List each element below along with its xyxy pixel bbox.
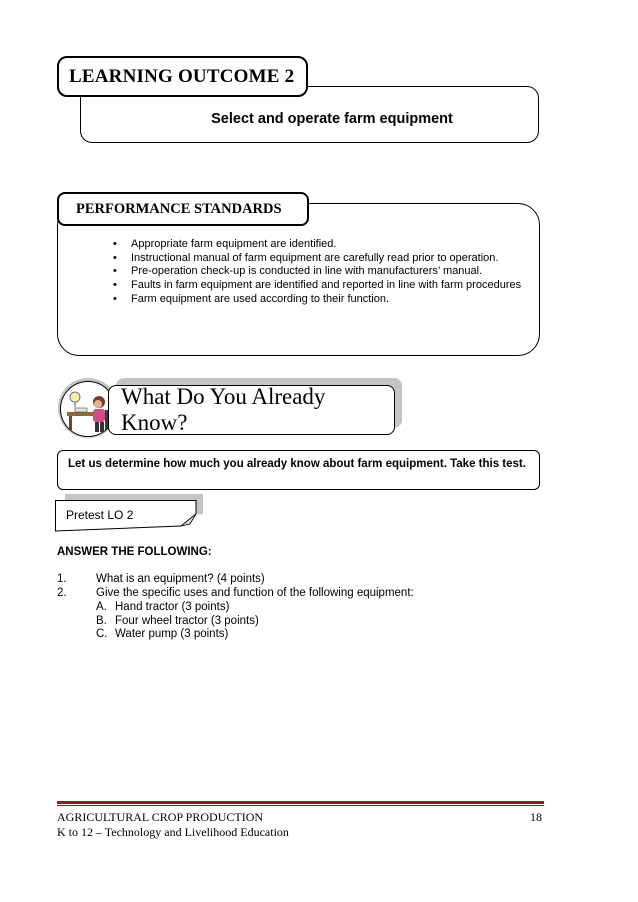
footer-program: K to 12 – Technology and Livelihood Education: [57, 825, 289, 839]
know-section-title: What Do You Already Know?: [108, 385, 395, 435]
question-number: 2.: [57, 587, 67, 599]
list-item: • Faults in farm equipment are identified and reported in line with farm procedures: [113, 279, 525, 293]
learning-outcome-subtitle: Select and operate farm equipment: [211, 111, 453, 127]
know-intro-text: Let us determine how much you already know about farm equipment. Take this test.: [57, 450, 540, 490]
sub-item-letter: B.: [96, 615, 107, 627]
question-text: What is an equipment? (4 points): [96, 573, 265, 585]
sub-item-letter: C.: [96, 628, 108, 640]
list-item: [96, 601, 229, 613]
page-number: 18: [530, 810, 542, 824]
question-number: 1.: [57, 573, 67, 585]
list-item: • Instructional manual of farm equipment are carefully read prior to operation.: [113, 252, 525, 266]
footer-course: AGRICULTURAL CROP PRODUCTION: [57, 810, 264, 824]
learning-outcome-title: LEARNING OUTCOME 2: [57, 56, 308, 97]
sub-item-letter: A.: [96, 601, 107, 613]
list-item: • Farm equipment are used according to their function.: [113, 293, 525, 307]
sub-item-text: Four wheel tractor (3 points): [115, 615, 259, 627]
sub-item-text: Water pump (3 points): [115, 628, 229, 640]
performance-standards-title: PERFORMANCE STANDARDS: [57, 192, 309, 226]
performance-standards-list: [113, 238, 525, 307]
footer-rule: [57, 801, 544, 804]
pretest-label: Pretest LO 2: [66, 508, 134, 522]
sub-item-text: Hand tractor (3 points): [115, 601, 230, 613]
list-item: • Appropriate farm equipment are identified.: [113, 238, 525, 252]
answer-heading: ANSWER THE FOLLOWING:: [57, 546, 212, 558]
list-item: [96, 615, 259, 627]
footer-rule-thin: [57, 805, 544, 806]
question-text: Give the specific uses and function of the following equipment:: [96, 587, 414, 599]
list-item: • Pre-operation check-up is conducted in line with manufacturers’ manual.: [113, 265, 525, 279]
list-item: [96, 628, 228, 640]
